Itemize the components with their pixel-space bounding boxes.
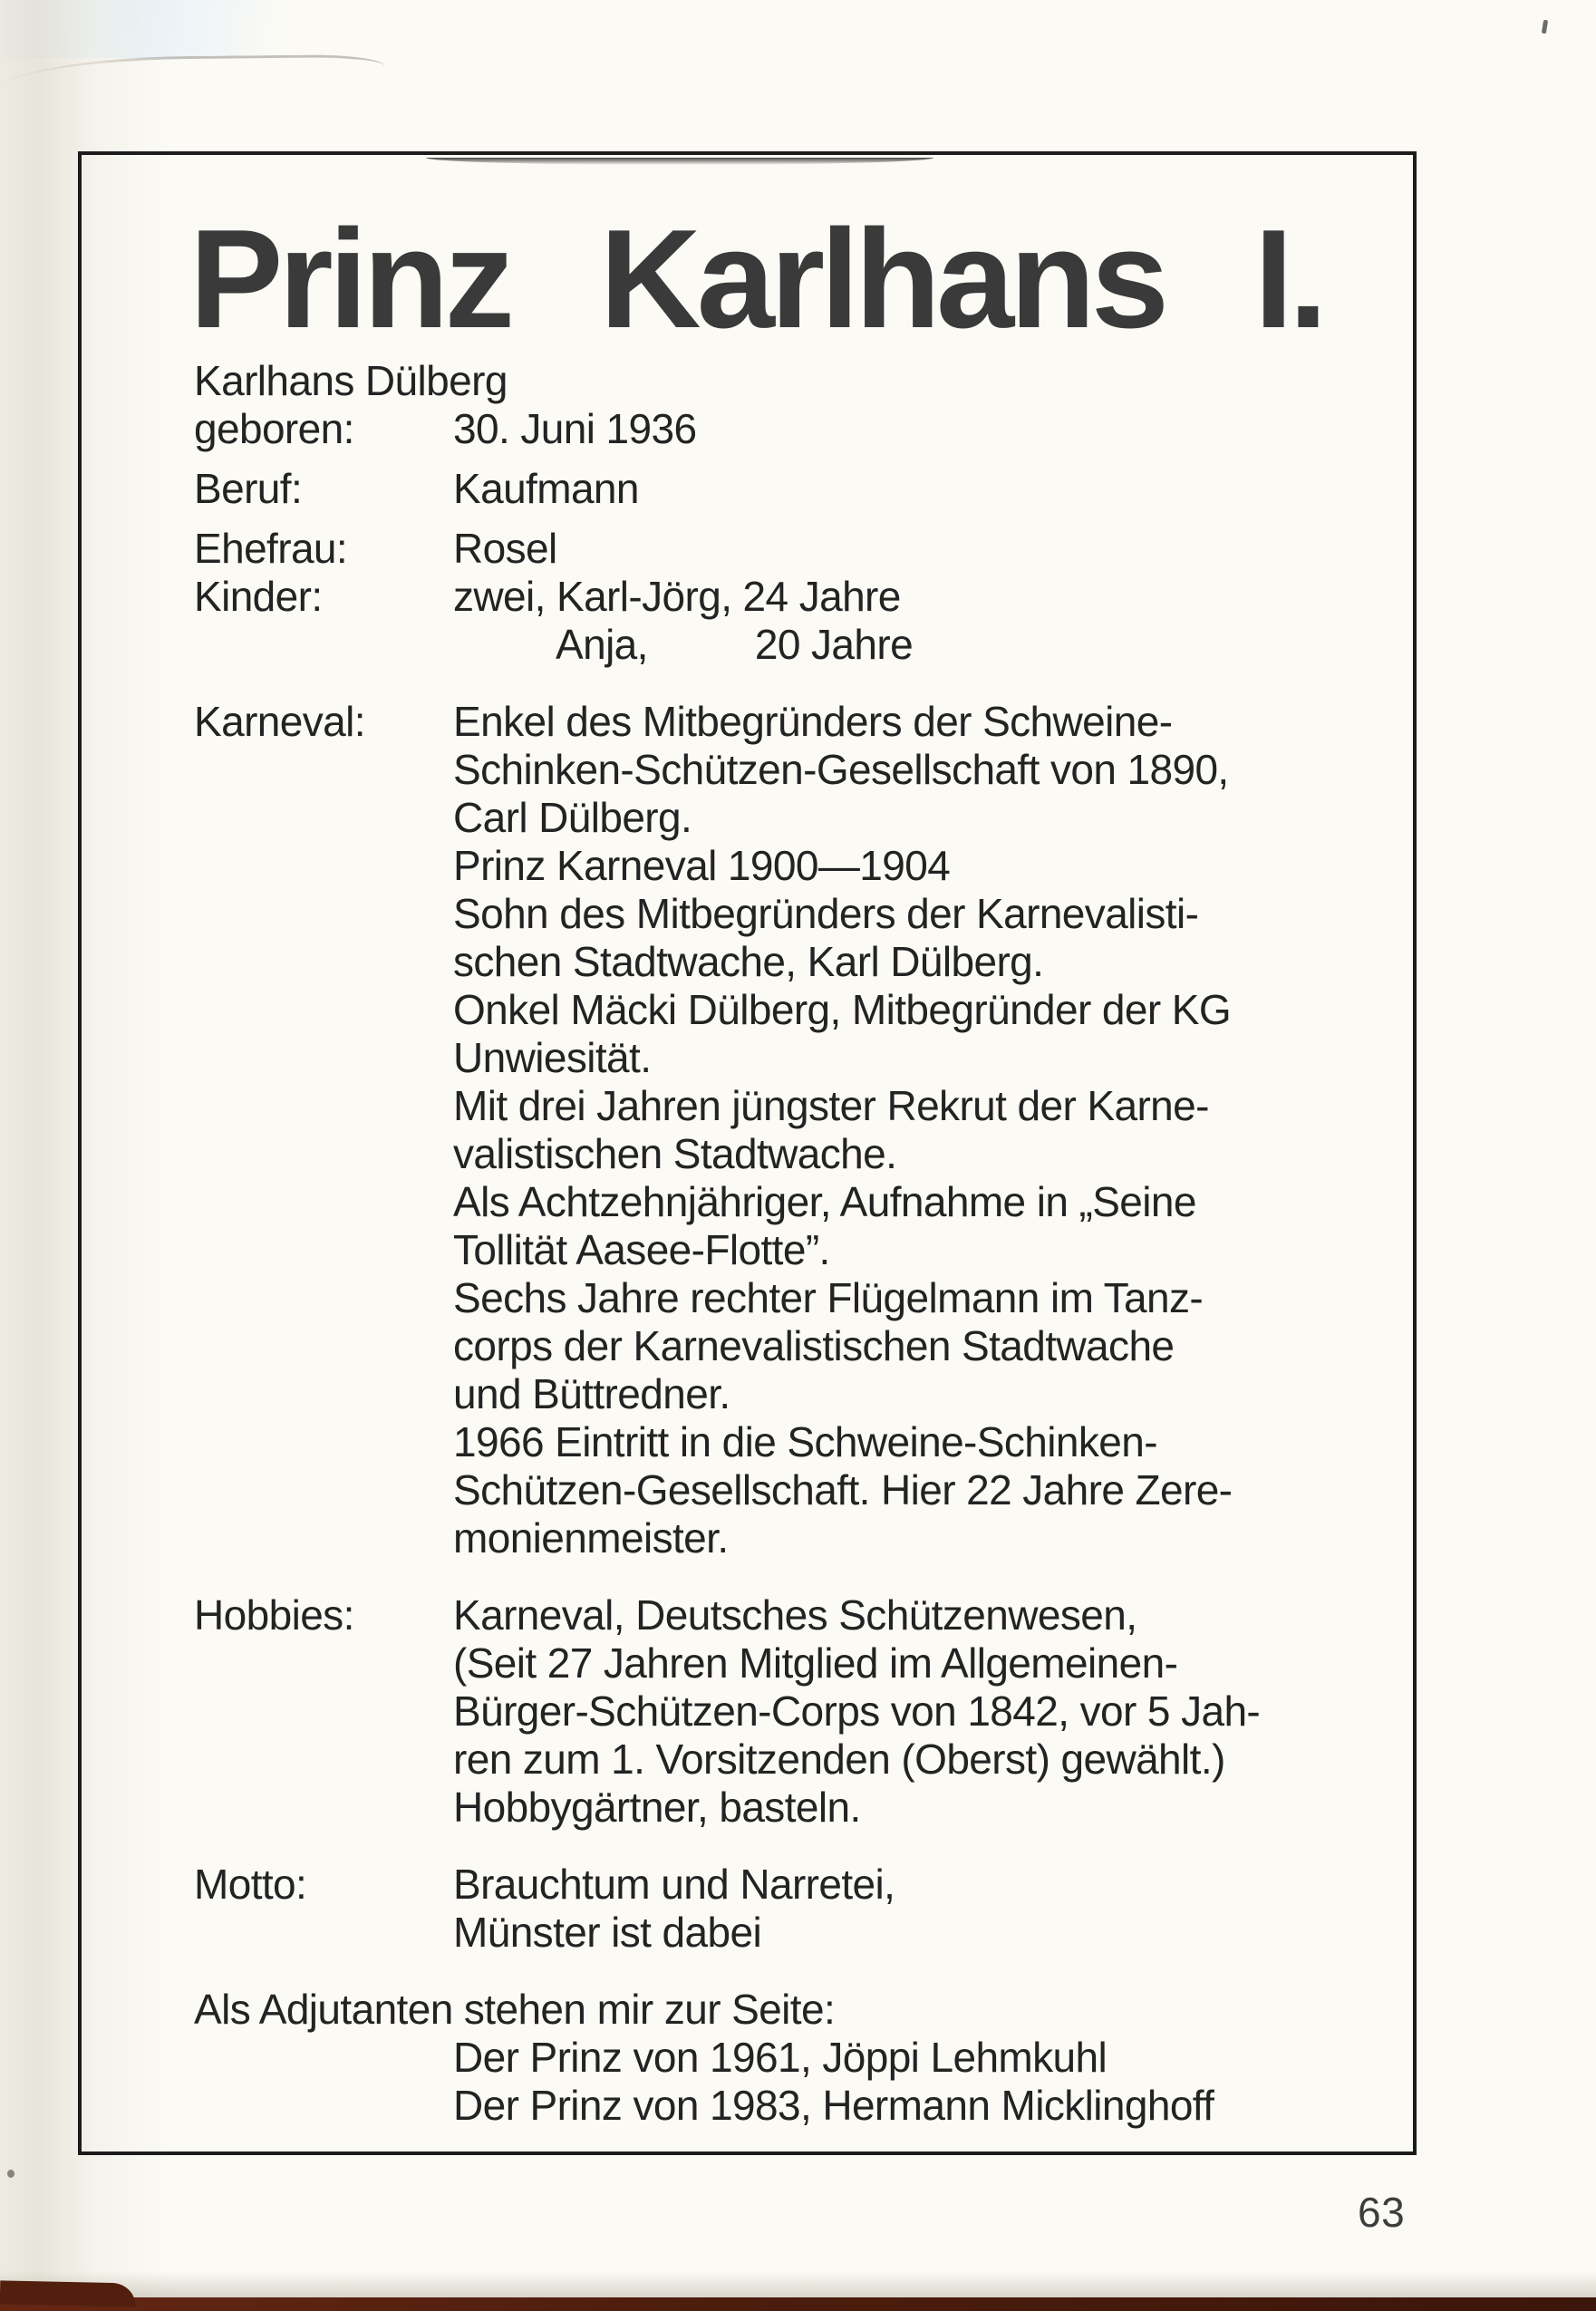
field-ehefrau — [194, 525, 1331, 573]
text-line: 1966 Eintritt in die Schweine-Schinken- — [453, 1418, 1157, 1465]
text-line: monienmeister. — [453, 1514, 729, 1562]
text-line — [453, 621, 1331, 669]
field-value: Rosel — [453, 525, 557, 572]
field-kinder — [194, 573, 1331, 669]
text-line: Hobbygärtner, basteln. — [453, 1784, 861, 1831]
text-line: Unwiesität. — [453, 1034, 652, 1081]
field-hobbies — [194, 1591, 1331, 1832]
field-value — [453, 698, 1331, 1562]
text-line: Sohn des Mitbegründers der Karnevalisti- — [453, 890, 1199, 937]
book-cover-strip — [0, 2297, 1596, 2311]
text-line: Schinken-Schützen-Gesellschaft von 1890, — [453, 746, 1229, 793]
text-line: Der Prinz von 1961, Jöppi Lehmkuhl — [453, 2034, 1108, 2081]
adjutanten-intro: Als Adjutanten stehen mir zur Seite: — [194, 1986, 836, 2033]
scan-speck-icon — [7, 2170, 15, 2178]
scan-speck-icon — [1542, 20, 1548, 34]
field-label: Beruf: — [194, 465, 303, 512]
field-label: Hobbies: — [194, 1591, 354, 1639]
page-title — [189, 200, 1323, 357]
profile-name: Karlhans Dülberg — [194, 357, 508, 404]
page-number: 63 — [1358, 2189, 1406, 2236]
text-line: Onkel Mäcki Dülberg, Mitbegründer der KG — [453, 986, 1232, 1033]
field-value: 30. Juni 1936 — [453, 405, 697, 452]
text-line: zwei, Karl-Jörg, 24 Jahre — [453, 573, 901, 620]
text-line: corps der Karnevalistischen Stadtwache — [453, 1322, 1175, 1369]
field-value: Kaufmann — [453, 465, 639, 512]
text-line: Als Achtzehnjähriger, Aufnahme in „Seine — [453, 1178, 1196, 1225]
field-value — [453, 1861, 1331, 1957]
text-line: Sechs Jahre rechter Flügelmann im Tanz- — [453, 1274, 1204, 1321]
adjutanten-list — [453, 2034, 1331, 2130]
field-beruf — [194, 465, 1331, 513]
text-line: Schützen-Gesellschaft. Hier 22 Jahre Zere- — [453, 1466, 1233, 1513]
field-label: Motto: — [194, 1861, 307, 1908]
field-geboren — [194, 405, 1331, 453]
field-label: Kinder: — [194, 573, 323, 620]
title-word-karlhans: Karlhans — [599, 200, 1166, 357]
text-line: Carl Dülberg. — [453, 794, 692, 841]
text-line: Der Prinz von 1983, Hermann Micklinghoff — [453, 2082, 1214, 2129]
kinder-name: Anja, — [556, 621, 648, 668]
text-line: valistischen Stadtwache. — [453, 1130, 897, 1177]
text-line: Prinz Karneval 1900—1904 — [453, 842, 951, 889]
text-line: Karneval, Deutsches Schützenwesen, — [453, 1591, 1137, 1639]
profile-content — [194, 357, 1331, 2130]
title-word-numeral: I. — [1253, 200, 1323, 357]
text-line: (Seit 27 Jahren Mitglied im Allgemeinen- — [453, 1639, 1178, 1687]
text-line: Münster ist dabei — [453, 1909, 762, 1956]
text-line: Bürger-Schützen-Corps von 1842, vor 5 Jah- — [453, 1687, 1261, 1735]
text-line: Brauchtum und Narretei, — [453, 1861, 895, 1908]
field-karneval — [194, 698, 1331, 1562]
page-bottom-shadow — [0, 2271, 1596, 2298]
adjutanten-section — [194, 1986, 1331, 2130]
text-line: ren zum 1. Vorsitzenden (Oberst) gewählt.) — [453, 1736, 1225, 1783]
kinder-age: 20 Jahre — [754, 621, 914, 668]
text-line: und Büttredner. — [453, 1370, 730, 1417]
text-line: schen Stadtwache, Karl Dülberg. — [453, 938, 1044, 985]
title-word-prinz: Prinz — [189, 200, 510, 357]
field-label: Karneval: — [194, 698, 365, 745]
field-motto — [194, 1861, 1331, 1957]
text-line: Tollität Aasee-Flotte”. — [453, 1226, 830, 1273]
text-line: Enkel des Mitbegründers der Schweine- — [453, 698, 1173, 745]
text-line: Mit drei Jahren jüngster Rekrut der Karne- — [453, 1082, 1209, 1129]
field-value — [453, 1591, 1331, 1832]
field-label: Ehefrau: — [194, 525, 348, 572]
field-label: geboren: — [194, 405, 354, 452]
field-value — [453, 573, 1331, 669]
book-cover-corner — [0, 2280, 136, 2306]
